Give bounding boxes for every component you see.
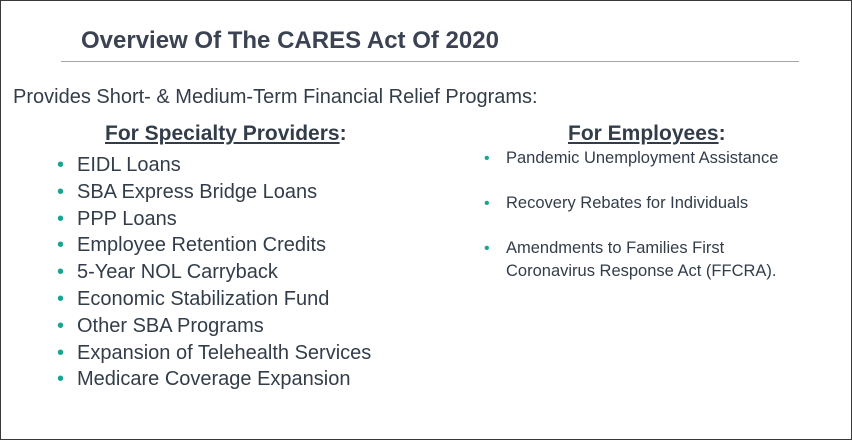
list-item	[57, 340, 371, 367]
bullet-icon: •	[57, 314, 65, 337]
list-item	[57, 152, 371, 179]
bullet-icon: •	[484, 150, 490, 167]
list-item-text: Expansion of Telehealth Services	[77, 341, 372, 364]
heading-colon: :	[718, 122, 726, 145]
specialty-providers-heading	[105, 122, 347, 146]
specialty-providers-heading-text: For Specialty Providers	[105, 122, 340, 145]
bullet-icon: •	[484, 195, 490, 212]
bullet-icon: •	[57, 234, 65, 257]
list-item	[57, 206, 371, 233]
list-item-text: Economic Stabilization Fund	[77, 287, 330, 310]
list-item-text: Amendments to Families First	[506, 239, 725, 257]
bullet-icon: •	[484, 240, 490, 257]
list-item	[484, 237, 778, 283]
list-item	[484, 147, 778, 170]
bullet-icon: •	[57, 207, 65, 230]
list-item-text: Recovery Rebates for Individuals	[506, 194, 749, 212]
specialty-providers-list	[57, 152, 371, 393]
bullet-icon: •	[57, 154, 65, 176]
list-item-text: EIDL Loans	[77, 154, 181, 176]
list-item-text: Medicare Coverage Expansion	[77, 368, 351, 391]
list-item	[57, 366, 371, 393]
list-item	[484, 192, 778, 215]
employees-heading-text: For Employees	[568, 122, 719, 145]
list-item-text: PPP Loans	[77, 207, 177, 230]
list-item-text: SBA Express Bridge Loans	[77, 180, 318, 203]
employees-list	[484, 147, 778, 305]
list-item-text-continued: Coronavirus Response Act (FFCRA).	[506, 262, 777, 280]
list-item-text: Pandemic Unemployment Assistance	[506, 149, 779, 167]
list-item	[57, 232, 371, 259]
intro-text: Provides Short- & Medium-Term Financial Relief Programs:	[13, 86, 538, 108]
list-item-text: 5-Year NOL Carryback	[77, 261, 278, 284]
list-item	[57, 286, 371, 313]
list-item-text: Other SBA Programs	[77, 314, 264, 337]
bullet-icon: •	[57, 341, 65, 364]
heading-colon: :	[339, 122, 347, 145]
bullet-icon: •	[57, 368, 65, 391]
bullet-icon: •	[57, 287, 65, 310]
title-divider	[61, 61, 799, 62]
bullet-icon: •	[57, 261, 65, 284]
bullet-icon: •	[57, 180, 65, 203]
list-item	[57, 259, 371, 286]
list-item	[57, 179, 371, 206]
list-item	[57, 313, 371, 340]
page-title: Overview Of The CARES Act Of 2020	[81, 27, 499, 54]
list-item-text: Employee Retention Credits	[77, 234, 327, 257]
employees-heading	[568, 122, 726, 146]
